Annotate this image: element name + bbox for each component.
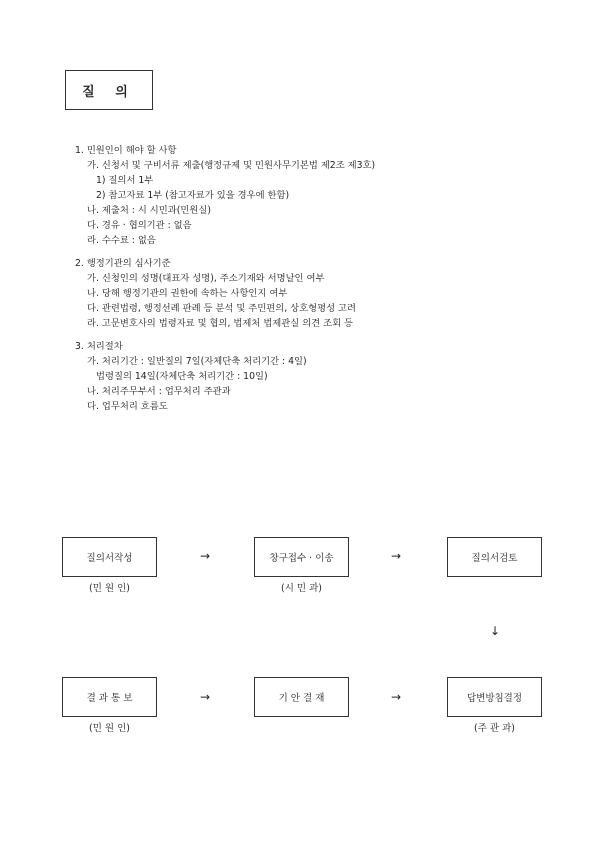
section-requirements	[75, 143, 375, 248]
list-item: 2) 참고자료 1부 (참고자료가 있을 경우에 한함)	[96, 190, 290, 201]
section-criteria	[75, 256, 375, 331]
arrow-right-icon: →	[200, 690, 211, 704]
content-body	[75, 143, 375, 422]
list-item: 가. 신청서 및 구비서류 제출(행정규제 및 민원사무기본법 제2조 제3호)	[87, 160, 376, 171]
list-item: 나. 처리주무부서 : 업무처리 주관과	[87, 386, 231, 397]
list-item: 가. 처리기간 : 일반질의 7일(자체단축 처리기간 : 4일)	[87, 356, 307, 367]
list-item: 다. 업무처리 흐름도	[87, 401, 168, 412]
flow-sub-label: (시 민 과)	[281, 583, 322, 594]
arrow-right-icon: →	[200, 549, 211, 563]
list-item: 1) 질의서 1부	[96, 175, 154, 186]
flow-box-answer-decision: 답변방침결정	[447, 677, 542, 717]
list-item: 나. 제출처 : 시 시민과(민원실)	[87, 205, 211, 216]
page-title: 질 의	[65, 70, 153, 110]
section-heading: 3. 처리절차	[75, 341, 123, 352]
section-heading: 1. 민원인이 해야 할 사항	[75, 145, 177, 156]
flow-box-review: 질의서검토	[447, 537, 542, 577]
section-procedure	[75, 339, 375, 414]
list-item: 다. 관련법령, 행정선례 판례 등 분석 및 주민편의, 상호형평성 고려	[87, 303, 356, 314]
list-item: 다. 경유 · 협의기관 : 없음	[87, 220, 192, 231]
list-item: 나. 당해 행정기관의 권한에 속하는 사항인지 여부	[87, 288, 288, 299]
list-item: 라. 수수료 : 없음	[87, 235, 156, 246]
flow-sub-label: (민 원 인)	[89, 723, 130, 734]
arrow-right-icon: →	[391, 549, 402, 563]
flow-box-notify-result: 결 과 통 보	[62, 677, 157, 717]
flow-box-draft-approval: 기 안 결 재	[254, 677, 349, 717]
list-item: 라. 고문변호사의 법령자료 및 협의, 법제처 법제관실 의견 조회 등	[87, 318, 354, 329]
flow-box-write-inquiry: 질의서작성	[62, 537, 157, 577]
arrow-down-icon: ↓	[490, 624, 501, 638]
flow-sub-label: (민 원 인)	[89, 583, 130, 594]
flow-sub-label: (주 관 과)	[474, 723, 515, 734]
list-item: 가. 신청인의 성명(대표자 성명), 주소기재와 서명날인 여부	[87, 273, 325, 284]
flow-box-reception: 창구접수 · 이송	[254, 537, 349, 577]
section-heading: 2. 행정기관의 심사기준	[75, 258, 171, 269]
list-item: 법령질의 14일(자체단축 처리기간 : 10일)	[96, 371, 268, 382]
arrow-right-icon: →	[391, 690, 402, 704]
